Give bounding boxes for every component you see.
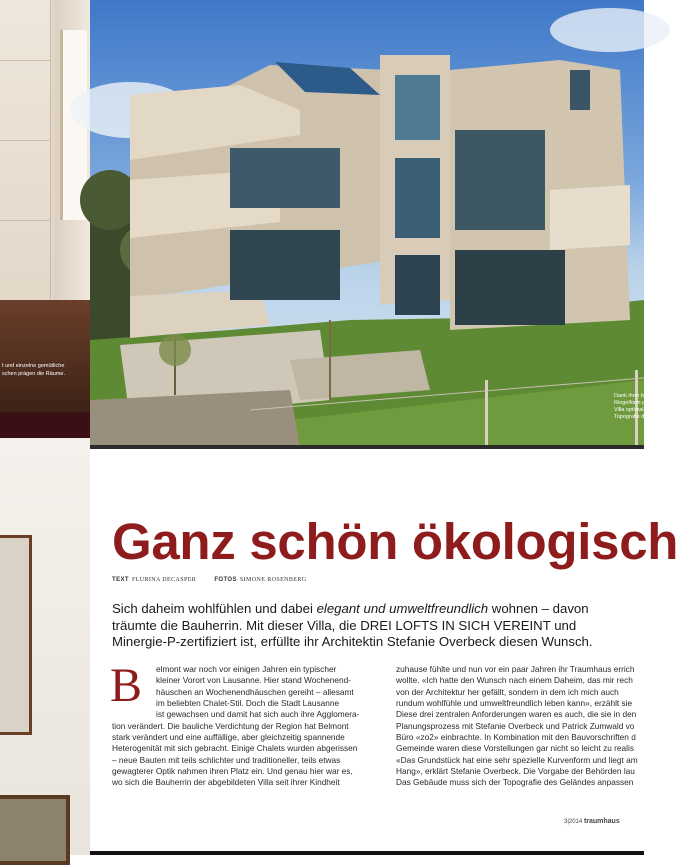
stone-wall: [90, 390, 300, 447]
window: [230, 148, 340, 208]
body-line: Planungsprozess mit Stefanie Overbeck und Patrick Zumwald vo: [396, 720, 635, 731]
window: [455, 250, 565, 325]
drop-cap: B: [110, 659, 143, 712]
page-number: 3: [564, 819, 568, 825]
body-line: gewagterer Optik nahmen ihren Platz ein. Und genau hier war es,: [112, 766, 353, 777]
lead-text: Sich daheim wohlfühlen und dabei: [112, 601, 317, 616]
caption-line: Villa optimal: [614, 407, 644, 413]
left-photo-caption: [2, 362, 88, 378]
caption-line: schen prägen die Räume.: [2, 371, 65, 377]
body-column-1: [110, 659, 380, 789]
caption-line: Dank ihrer bes: [614, 393, 650, 399]
caption-line: Ringelform passt: [614, 400, 656, 406]
body-line: Hang», erklärt Stefanie Overbeck. Die Vorgabe der Behörden lau: [396, 766, 635, 777]
body-line: von der Architektur her gefällt, sondern in dem ich mich auch: [396, 686, 619, 697]
bottom-rule: [90, 851, 644, 855]
lead-text: Minergie-P-zertifiziert ist, erfüllte ihr Architektin Stefanie Overbeck diesen Wunsch.: [112, 634, 593, 649]
body-line: tion verändert. Die bauliche Verdichtung der Region hat Belmont: [112, 720, 349, 731]
body-line: Heterogenität mit sich gebracht. Einige Chalets wurden abgerissen: [112, 743, 358, 754]
body-line: wollte. «Ich hatte den Wunsch nach einem Daheim, das mir rech: [396, 675, 633, 686]
cloud: [550, 8, 670, 52]
picture-frame: [0, 795, 70, 865]
body-line: wo sich die Bauherrin der abgebildeten Villa seit ihrer Kindheit: [112, 777, 340, 788]
lead-text: und: [550, 617, 577, 633]
article-title: Ganz schön ökologisch: [112, 513, 678, 570]
body-line: Büro «zo2» einbrachte. In Kombination mit den Bauvorschriften d: [396, 732, 636, 743]
body-line: häuschen an Wochenendhäuschen gereiht – allesamt: [156, 686, 354, 697]
cabinet-joint: [0, 220, 50, 221]
window: [395, 75, 440, 140]
body-line: elmont war noch vor einigen Jahren ein typischer: [156, 664, 337, 674]
villa-illustration: [90, 0, 659, 447]
small-tree: [159, 334, 191, 366]
photo-credit-name: SIMONE ROSENBERG: [239, 577, 307, 583]
body-line: Diese drei zentralen Anforderungen waren es auch, die sie in den: [396, 709, 637, 720]
photo-credit-label: FOTOS: [214, 577, 237, 583]
wall-cabinet: [0, 0, 51, 330]
text-credit-label: TEXT: [112, 577, 129, 583]
magazine-name: traumhaus: [583, 818, 620, 825]
window: [395, 158, 440, 238]
caption-line: Topografie des Ha: [614, 414, 659, 420]
text-credit-name: FLURINA DECASPER: [131, 577, 197, 583]
lead-caps: DREI LOFTS IN SICH VEREINT: [360, 617, 551, 633]
hero-photo-caption: [614, 393, 659, 421]
window: [395, 255, 440, 315]
wall-picture: [0, 535, 32, 735]
body-line: «Das Grundstück hat eine sehr spezielle Kurvenform und liegt am: [396, 754, 638, 765]
caption-line: t und einzelne gemütliche: [2, 363, 65, 369]
article-lead: [112, 601, 652, 651]
dark-red-band: [0, 412, 90, 438]
right-balcony: [550, 185, 630, 250]
lead-line: [112, 634, 652, 651]
lead-text: träumte die Bauherrin. Mit dieser Villa, die: [112, 617, 361, 633]
window: [230, 230, 340, 300]
body-column-2: [396, 664, 646, 789]
body-line: im beliebten Chalet-Stil. Doch die Stadt Lausanne: [156, 698, 340, 709]
body-line: – neue Bauten mit teils schlichter und traditioneller, teils etwas: [112, 754, 341, 765]
issue-year: 2014: [568, 819, 583, 825]
body-line: zuhause fühlte und nun vor ein paar Jahren ihr Traumhaus errich: [396, 664, 635, 674]
lead-line: [112, 618, 652, 635]
body-line: Das Gebäude muss sich der Topografie des Geländes anpassen: [396, 777, 634, 788]
lead-emphasis: elegant und umweltfreundlich: [316, 601, 489, 616]
interior-photo-top: [0, 0, 90, 412]
lead-line: [112, 601, 652, 618]
body-line: Gemeinde waren diese Vorstellungen gar nicht so leicht zu realis: [396, 743, 634, 754]
body-line: stark verändert und eine auffällige, aber gleichzeitig spannende: [112, 732, 345, 743]
body-line: kleiner Vorort von Lausanne. Hier stand Wochenend-: [156, 675, 351, 686]
wooden-floor: [0, 300, 90, 412]
window: [455, 130, 545, 230]
lead-text: wohnen – davon: [488, 601, 589, 616]
body-line: rundum wohlfühle und umweltfreundlich leben kann», erzählt sie: [396, 698, 633, 709]
left-interior-photo-column: [0, 0, 90, 855]
fence-post: [485, 380, 488, 445]
page-footer: 3|2014 traumhaus: [564, 818, 620, 825]
body-line: ist gewachsen und damit hat sich auch ihre Agglomera-: [156, 709, 360, 720]
hero-villa-photo: [90, 0, 659, 447]
article-credits: [112, 577, 306, 583]
window: [570, 70, 590, 110]
cabinet-joint: [0, 140, 50, 141]
photo-bottom-band: [90, 445, 644, 449]
cabinet-joint: [0, 60, 50, 61]
